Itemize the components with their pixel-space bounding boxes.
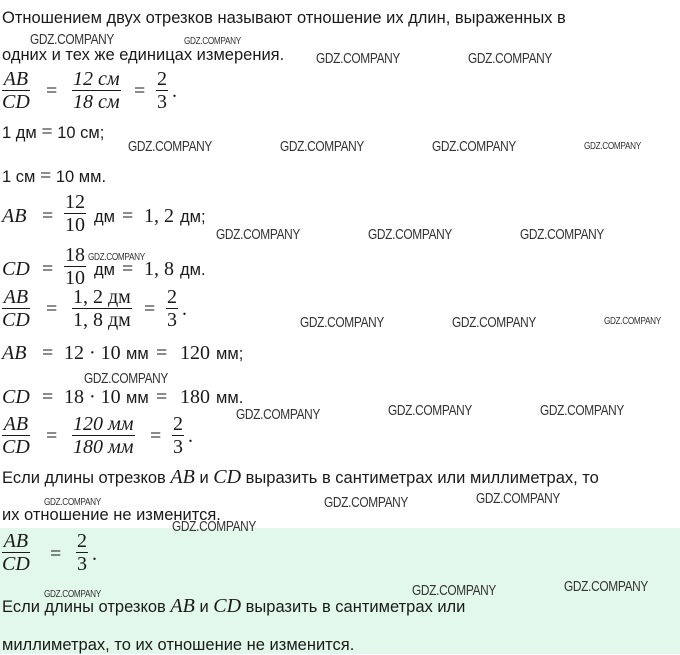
fraction-ab-cd: $\frac{AB}{CD}$ xyxy=(2,530,30,575)
watermark: GDZ.COMPANY xyxy=(84,371,169,387)
watermark: GDZ.COMPANY xyxy=(520,227,605,243)
watermark: GDZ.COMPANY xyxy=(30,32,115,48)
watermark: GDZ.COMPANY xyxy=(540,403,625,419)
fraction-two-thirds: $\frac{2}{3}$ xyxy=(173,413,183,458)
fraction-mm: 120 мм 180 мм xyxy=(73,413,134,458)
fraction-cm: 12 см 18 см xyxy=(73,68,120,113)
answer-line-2: миллиметрах, то их отношение не изменится. xyxy=(2,636,355,654)
fraction-ab-cd: $\frac{AB}{CD}$ xyxy=(2,68,30,113)
watermark: GDZ.COMPANY xyxy=(604,316,661,327)
watermark: GDZ.COMPANY xyxy=(236,407,321,423)
var-ab: AB xyxy=(2,205,27,227)
equals-sign: = xyxy=(134,80,146,102)
fraction-18-10: $\frac{18}{10}$ xyxy=(65,244,85,289)
conclusion-line-1: Если длины отрезков AB и CD выразить в сантиметрах или миллиметрах, то xyxy=(2,466,599,488)
fraction-two-thirds: $\frac{2}{3}$ xyxy=(157,68,167,113)
watermark: GDZ.COMPANY xyxy=(368,227,453,243)
equals-sign: = xyxy=(46,80,58,102)
watermark: GDZ.COMPANY xyxy=(184,36,241,47)
watermark: GDZ.COMPANY xyxy=(172,519,257,535)
fact-dm-cm: 1 дм = 10 см; xyxy=(2,121,105,143)
fraction-dm: 1, 2 дм 1, 8 дм xyxy=(73,286,131,331)
watermark: GDZ.COMPANY xyxy=(44,497,101,508)
watermark: GDZ.COMPANY xyxy=(412,583,497,599)
watermark: GDZ.COMPANY xyxy=(468,51,553,67)
watermark: GDZ.COMPANY xyxy=(564,579,649,595)
fraction-two-thirds: $\frac{2}{3}$ xyxy=(167,286,177,331)
fraction-ab-cd: $\frac{AB}{CD}$ xyxy=(2,286,30,331)
watermark: GDZ.COMPANY xyxy=(88,252,145,263)
watermark: GDZ.COMPANY xyxy=(324,495,409,511)
watermark: GDZ.COMPANY xyxy=(300,315,385,331)
watermark: GDZ.COMPANY xyxy=(452,315,537,331)
fact-cm-mm: 1 см = 10 мм. xyxy=(2,165,107,187)
fraction-two-thirds: $\frac{2}{3}$ xyxy=(77,530,87,575)
watermark: GDZ.COMPANY xyxy=(216,227,301,243)
var-cd: CD xyxy=(2,258,30,280)
conclusion-line-2: их отношение не изменится. xyxy=(2,506,221,524)
watermark: GDZ.COMPANY xyxy=(388,403,473,419)
fraction-12-10: $\frac{12}{10}$ xyxy=(65,191,85,236)
watermark: GDZ.COMPANY xyxy=(584,141,641,152)
answer-line-1: Если длины отрезков AB и CD выразить в сантиметрах или xyxy=(2,595,466,617)
watermark: GDZ.COMPANY xyxy=(316,51,401,67)
fraction-ab-cd: $\frac{AB}{CD}$ xyxy=(2,413,30,458)
watermark: GDZ.COMPANY xyxy=(280,139,365,155)
watermark: GDZ.COMPANY xyxy=(432,139,517,155)
watermark: GDZ.COMPANY xyxy=(44,589,101,600)
definition-line-1: Отношением двух отрезков называют отношение их длин, выраженных в xyxy=(2,9,566,27)
definition-line-2: одних и тех же единицах измерения. xyxy=(2,46,285,64)
watermark: GDZ.COMPANY xyxy=(476,491,561,507)
watermark: GDZ.COMPANY xyxy=(128,139,213,155)
